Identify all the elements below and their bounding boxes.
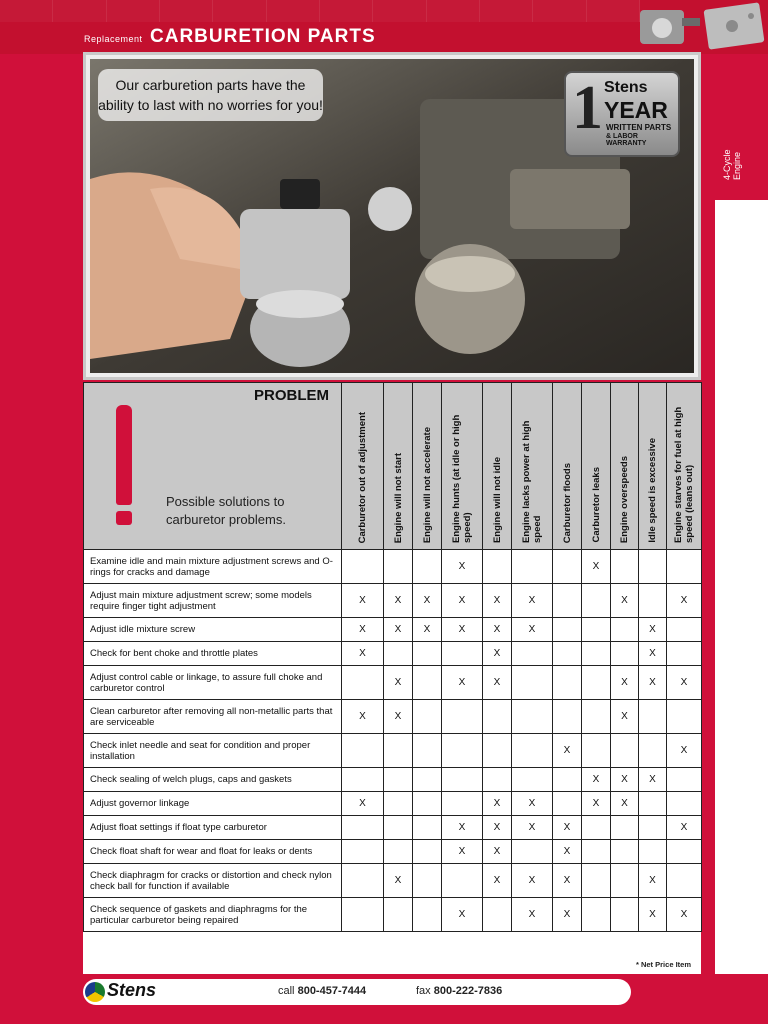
mark-cell: X — [553, 734, 582, 768]
column-header — [483, 383, 512, 550]
mark-cell — [483, 550, 512, 584]
table-row — [84, 734, 702, 768]
mark-cell: X — [512, 898, 553, 932]
mark-cell — [639, 550, 667, 584]
mark-cell: X — [582, 768, 611, 792]
mark-cell — [667, 618, 702, 642]
mark-cell: X — [413, 618, 442, 642]
exclamation-dot-icon — [116, 511, 132, 525]
section-side-label: 4-Cycle Engine — [722, 149, 742, 180]
mark-cell: X — [553, 864, 582, 898]
carburetor-parts-thumbnail — [636, 2, 766, 50]
solution-cell: Check sealing of welch plugs, caps and gaskets — [84, 768, 342, 792]
column-header-label: Carburetor floods — [561, 462, 573, 543]
mark-cell — [667, 792, 702, 816]
mark-cell: X — [483, 584, 512, 618]
table-row — [84, 700, 702, 734]
mark-cell — [442, 792, 483, 816]
stens-logo-icon — [85, 982, 105, 1002]
mark-cell — [384, 550, 413, 584]
column-header-label: Engine overspeeds — [619, 455, 630, 543]
badge-year: YEAR — [604, 97, 668, 123]
column-header-label: Engine will not idle — [491, 456, 503, 543]
column-header-label: Engine lacks power at high speed — [521, 420, 543, 543]
solution-cell: Check inlet needle and seat for condition and proper installation — [84, 734, 342, 768]
mark-cell: X — [553, 898, 582, 932]
solution-cell: Adjust main mixture adjustment screw; some models require finger tight adjustment — [84, 584, 342, 618]
mark-cell — [553, 584, 582, 618]
mark-cell — [342, 666, 384, 700]
mark-cell — [442, 768, 483, 792]
mark-cell — [582, 584, 611, 618]
mark-cell — [667, 700, 702, 734]
mark-cell: X — [483, 792, 512, 816]
troubleshooting-panel — [83, 382, 701, 974]
mark-cell: X — [512, 792, 553, 816]
mark-cell: X — [413, 584, 442, 618]
mark-cell — [667, 550, 702, 584]
call-info — [278, 985, 366, 997]
mark-cell: X — [483, 864, 512, 898]
table-header-row — [84, 383, 702, 550]
footer-brand: Stens — [107, 980, 157, 1000]
column-header — [667, 383, 702, 550]
mark-cell — [413, 734, 442, 768]
solution-cell: Examine idle and main mixture adjustment screws and O-rings for cracks and damage — [84, 550, 342, 584]
table-row — [84, 666, 702, 700]
fax-number: 800-222-7836 — [433, 985, 503, 997]
table-row — [84, 864, 702, 898]
mark-cell: X — [483, 816, 512, 840]
mark-cell: X — [384, 666, 413, 700]
mark-cell — [553, 550, 582, 584]
mark-cell — [413, 864, 442, 898]
badge-line2: & LABOR WARRANTY — [606, 133, 647, 147]
solution-cell: Check float shaft for wear and float for leaks or dents — [84, 840, 342, 864]
page-title: CARBURETION PARTS — [150, 26, 376, 47]
mark-cell — [413, 898, 442, 932]
mark-cell — [342, 768, 384, 792]
badge-brand: Stens — [604, 79, 648, 96]
mark-cell — [553, 700, 582, 734]
badge-line1: WRITTEN PARTS — [606, 123, 672, 132]
column-header-label: Carburetor out of adjustment — [357, 411, 368, 543]
mark-cell — [384, 898, 413, 932]
mark-cell: X — [553, 816, 582, 840]
mark-cell — [553, 666, 582, 700]
mark-cell — [512, 666, 553, 700]
solution-cell: Check for bent choke and throttle plates — [84, 642, 342, 666]
column-header — [582, 383, 611, 550]
mark-cell — [639, 816, 667, 840]
top-banner — [0, 0, 768, 54]
mark-cell — [582, 840, 611, 864]
mark-cell — [639, 584, 667, 618]
problem-heading: PROBLEM — [254, 387, 329, 404]
mark-cell — [413, 792, 442, 816]
mark-cell: X — [483, 840, 512, 864]
table-row — [84, 792, 702, 816]
mark-cell — [553, 618, 582, 642]
mark-cell: X — [611, 666, 639, 700]
mark-cell — [384, 840, 413, 864]
mark-cell: X — [667, 734, 702, 768]
mark-cell — [512, 700, 553, 734]
mark-cell — [582, 642, 611, 666]
mark-cell: X — [667, 898, 702, 932]
column-header-label: Engine hunts (at idle or high speed) — [451, 414, 473, 543]
mark-cell: X — [639, 864, 667, 898]
mark-cell — [667, 768, 702, 792]
mark-cell — [512, 550, 553, 584]
table-row — [84, 642, 702, 666]
mark-cell — [639, 734, 667, 768]
mark-cell — [483, 734, 512, 768]
column-header — [413, 383, 442, 550]
mark-cell: X — [639, 666, 667, 700]
table-row — [84, 618, 702, 642]
mark-cell: X — [342, 792, 384, 816]
mark-cell — [611, 840, 639, 864]
solution-cell: Adjust governor linkage — [84, 792, 342, 816]
mark-cell — [342, 816, 384, 840]
fax-info — [416, 985, 502, 997]
mark-cell — [512, 642, 553, 666]
mark-cell — [342, 898, 384, 932]
mark-cell — [384, 816, 413, 840]
mark-cell — [611, 816, 639, 840]
mark-cell — [512, 734, 553, 768]
mark-cell: X — [384, 584, 413, 618]
intro-text: Possible solutions to carburetor problems. — [166, 494, 286, 527]
solution-cell: Check sequence of gaskets and diaphragms for the particular carburetor being repaired — [84, 898, 342, 932]
mark-cell: X — [611, 792, 639, 816]
mark-cell: X — [553, 840, 582, 864]
column-header-label: Engine will not start — [392, 452, 404, 543]
mark-cell: X — [667, 584, 702, 618]
mark-cell — [342, 864, 384, 898]
mark-cell — [512, 840, 553, 864]
mark-cell — [384, 642, 413, 666]
mark-cell: X — [442, 840, 483, 864]
pre-title: Replacement — [84, 34, 143, 44]
mark-cell: X — [611, 700, 639, 734]
hero-photo — [83, 52, 701, 380]
mark-cell — [611, 734, 639, 768]
mark-cell: X — [442, 550, 483, 584]
column-header — [553, 383, 582, 550]
mark-cell: X — [342, 642, 384, 666]
mark-cell — [442, 700, 483, 734]
solution-cell: Adjust control cable or linkage, to assure full choke and carburetor control — [84, 666, 342, 700]
mark-cell — [582, 734, 611, 768]
mark-cell — [553, 792, 582, 816]
mark-cell: X — [442, 584, 483, 618]
table-row — [84, 840, 702, 864]
mark-cell: X — [639, 618, 667, 642]
mark-cell — [384, 734, 413, 768]
mark-cell — [483, 700, 512, 734]
mark-cell — [384, 792, 413, 816]
mark-cell — [442, 864, 483, 898]
footer-bar — [83, 979, 631, 1005]
column-header-label: Carburetor leaks — [590, 467, 602, 543]
mark-cell — [667, 840, 702, 864]
mark-cell — [413, 642, 442, 666]
table-row — [84, 898, 702, 932]
mark-cell — [553, 768, 582, 792]
mark-cell — [413, 840, 442, 864]
mark-cell — [667, 864, 702, 898]
table-row — [84, 768, 702, 792]
banner-pattern — [0, 0, 640, 22]
mark-cell — [582, 700, 611, 734]
solution-cell: Adjust idle mixture screw — [84, 618, 342, 642]
mark-cell: X — [483, 618, 512, 642]
mark-cell — [582, 666, 611, 700]
call-label: call — [278, 985, 295, 997]
mark-cell: X — [512, 816, 553, 840]
side-tab — [715, 200, 768, 974]
mark-cell: X — [442, 666, 483, 700]
mark-cell — [667, 642, 702, 666]
mark-cell — [413, 666, 442, 700]
mark-cell — [342, 550, 384, 584]
column-header-label: Engine starves for fuel at high speed (leans out) — [673, 406, 695, 543]
mark-cell — [384, 768, 413, 792]
footnote: * Net Price Item — [635, 960, 691, 969]
table-row — [84, 550, 702, 584]
column-header — [512, 383, 553, 550]
fax-label: fax — [416, 985, 431, 997]
mark-cell: X — [384, 700, 413, 734]
mark-cell: X — [342, 584, 384, 618]
mark-cell: X — [442, 898, 483, 932]
mark-cell — [611, 864, 639, 898]
mark-cell — [413, 816, 442, 840]
mark-cell — [611, 642, 639, 666]
badge-numeral: 1 — [572, 74, 603, 142]
mark-cell — [639, 840, 667, 864]
column-header — [611, 383, 639, 550]
mark-cell — [582, 898, 611, 932]
column-header-label: Engine will not accelerate — [421, 426, 433, 543]
mark-cell: X — [483, 642, 512, 666]
mark-cell: X — [342, 700, 384, 734]
table-row — [84, 584, 702, 618]
mark-cell: X — [384, 864, 413, 898]
photo-caption: Our carburetion parts have the ability to last with no worries for you! — [98, 69, 323, 121]
column-header — [342, 383, 384, 550]
mark-cell — [582, 864, 611, 898]
mark-cell: X — [512, 584, 553, 618]
mark-cell: X — [582, 550, 611, 584]
table-row — [84, 816, 702, 840]
mark-cell — [582, 618, 611, 642]
call-number[interactable]: 800-457-7444 — [297, 985, 367, 997]
mark-cell: X — [442, 816, 483, 840]
solution-cell: Clean carburetor after removing all non-metallic parts that are serviceable — [84, 700, 342, 734]
mark-cell — [639, 700, 667, 734]
column-header-label: Idle speed is excessive — [647, 438, 658, 543]
mark-cell: X — [639, 642, 667, 666]
mark-cell — [553, 642, 582, 666]
column-header — [442, 383, 483, 550]
mark-cell: X — [483, 666, 512, 700]
mark-cell: X — [384, 618, 413, 642]
mark-cell: X — [342, 618, 384, 642]
mark-cell — [483, 768, 512, 792]
mark-cell: X — [512, 864, 553, 898]
troubleshooting-table — [83, 382, 702, 932]
mark-cell — [639, 792, 667, 816]
solution-cell: Check diaphragm for cracks or distortion and check nylon check ball for function if available — [84, 864, 342, 898]
mark-cell: X — [639, 768, 667, 792]
mark-cell: X — [639, 898, 667, 932]
table-body — [84, 550, 702, 932]
mark-cell — [512, 768, 553, 792]
mark-cell — [413, 550, 442, 584]
exclamation-icon — [116, 405, 132, 505]
problem-header-cell — [84, 383, 342, 550]
mark-cell — [611, 550, 639, 584]
mark-cell — [611, 618, 639, 642]
warranty-badge — [564, 71, 680, 157]
mark-cell: X — [667, 816, 702, 840]
mark-cell: X — [611, 584, 639, 618]
mark-cell — [413, 700, 442, 734]
column-header — [639, 383, 667, 550]
mark-cell — [442, 734, 483, 768]
mark-cell — [342, 840, 384, 864]
mark-cell: X — [442, 618, 483, 642]
mark-cell — [413, 768, 442, 792]
mark-cell — [342, 734, 384, 768]
solution-cell: Adjust float settings if float type carburetor — [84, 816, 342, 840]
mark-cell — [582, 816, 611, 840]
mark-cell: X — [582, 792, 611, 816]
mark-cell: X — [611, 768, 639, 792]
mark-cell — [611, 898, 639, 932]
mark-cell: X — [667, 666, 702, 700]
column-header — [384, 383, 413, 550]
mark-cell — [442, 642, 483, 666]
mark-cell — [483, 898, 512, 932]
mark-cell: X — [512, 618, 553, 642]
